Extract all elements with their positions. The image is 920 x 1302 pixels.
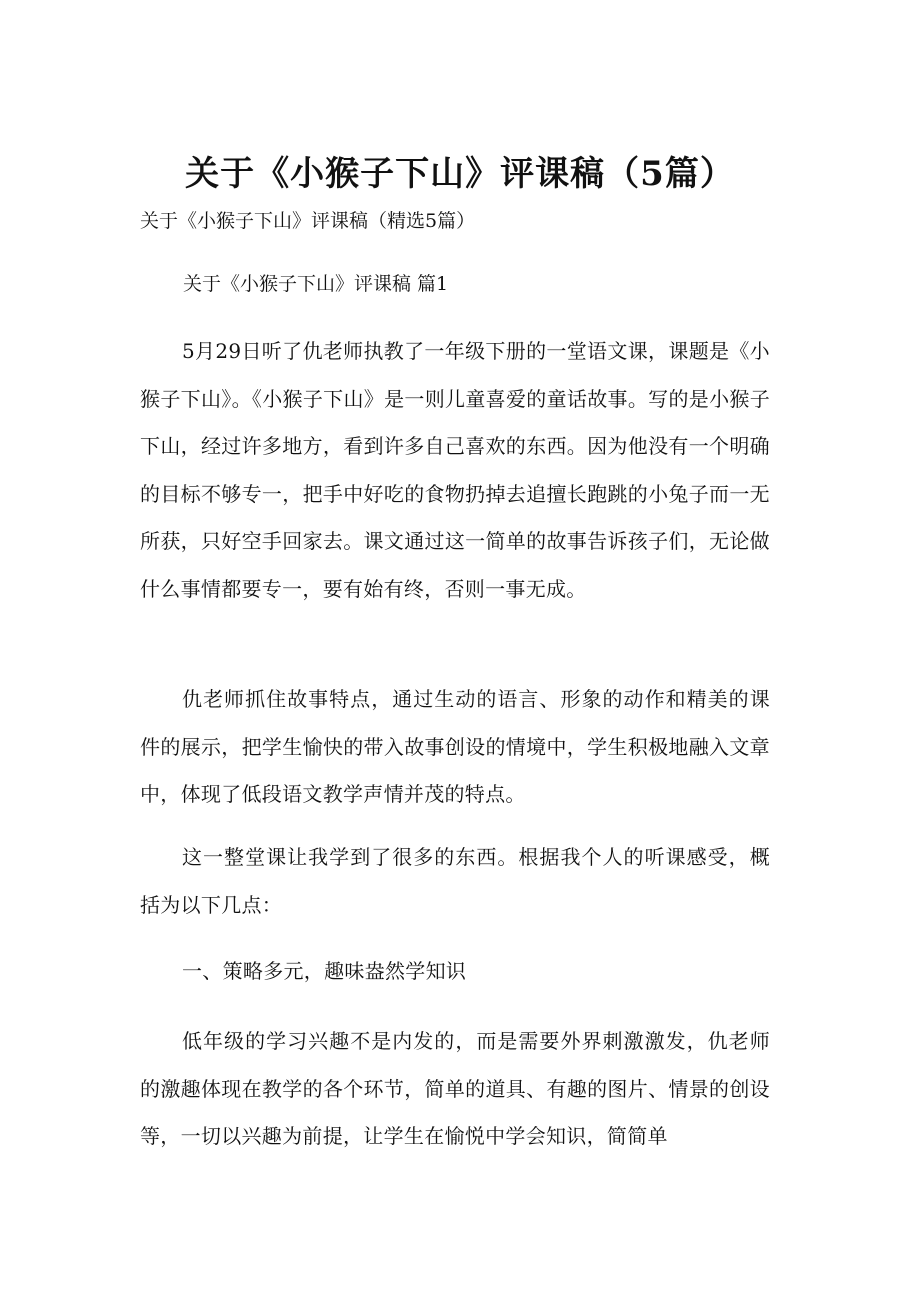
- paragraph-interest: 低年级的学习兴趣不是内发的，而是需要外界刺激激发，仇老师的激趣体现在教学的各个环节，简单的道具、有趣的图片、情景的创设等，一切以兴趣为前提，让学生在愉悦中学会知识，简简单: [140, 1029, 770, 1148]
- paragraph-point-heading: 一、策略多元，趣味盎然学知识: [182, 959, 467, 983]
- paragraph-intro: 5月29日听了仇老师执教了一年级下册的一堂语文课，课题是《小猴子下山》。《小猴子下山》是一则儿童喜爱的童话故事。写的是小猴子下山，经过许多地方，看到许多自己喜欢的东西。因为他没有一个明确的目标不够专一，把手中好吃的食物扔掉去追擅长跑跳的小兔子而一无所获，只好空手回家去。课文通过这一简单的故事告诉孩子们，无论做什么事情都要专一，要有始有终，否则一事无成。: [140, 339, 770, 601]
- paragraph-teaching-features: 仇老师抓住故事特点，通过生动的语言、形象的动作和精美的课件的展示，把学生愉快的带入故事创设的情境中，学生积极地融入文章中，体现了低段语文教学声情并茂的特点。: [140, 687, 770, 806]
- document-subtitle: 关于《小猴子下山》评课稿（精选5篇）: [140, 210, 476, 232]
- paragraph-summary: 这一整堂课让我学到了很多的东西。根据我个人的听课感受，概括为以下几点：: [140, 845, 770, 917]
- section-heading: 关于《小猴子下山》评课稿 篇1: [183, 273, 449, 295]
- document-title: 关于《小猴子下山》评课稿（5篇）: [185, 154, 735, 194]
